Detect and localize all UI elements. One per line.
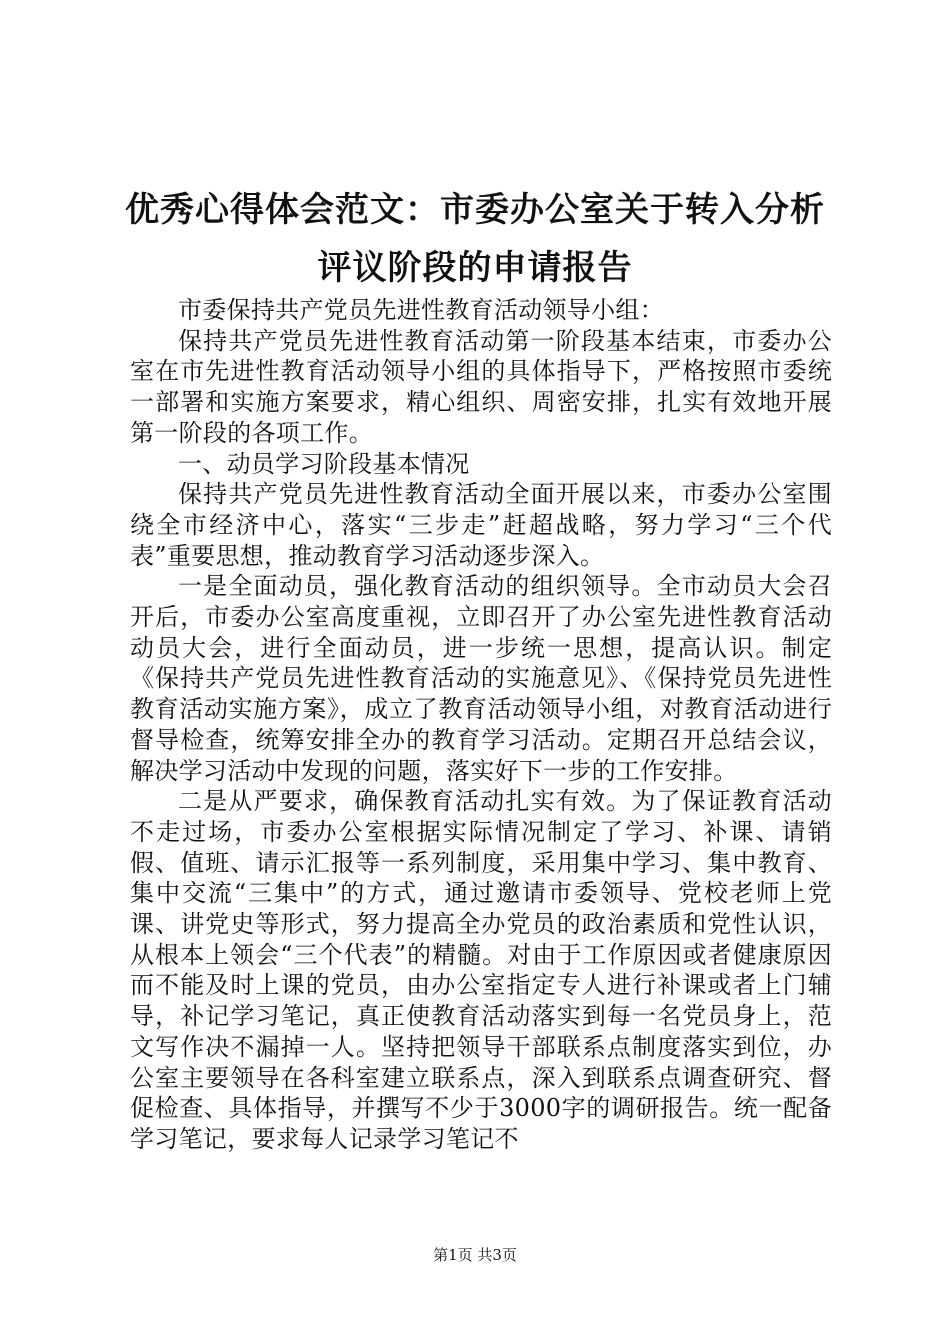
page-footer: 第1页 共3页 xyxy=(433,1246,517,1264)
document-title-line-1: 优秀心得体会范文：市委办公室关于转入分析 xyxy=(125,190,825,230)
body-paragraph: 保持共产党员先进性教育活动全面开展以来，市委办公室围绕全市经济中心，落实“三步走”赶超战略，努力学习“三个代表”重要思想，推动教育学习活动逐步深入。 xyxy=(130,480,832,570)
body-paragraph: 二是从严要求，确保教育活动扎实有效。为了保证教育活动不走过场，市委办公室根据实际情况制定了学习、补课、请销假、值班、请示汇报等一系列制度，采用集中学习、集中教育、集中交流“三集中”的方式，通过邀请市委领导、党校老师上党课、讲党史等形式，努力提高全办党员的政治素质和党性认识，从根本上领会“三个代表”的精髓。对由于工作原因或者健康原因而不能及时上课的党员，由办公室指定专人进行补课或者上门辅导，补记学习笔记，真正使教育活动落实到每一名党员身上，范文写作决不漏掉一人。坚持把领导干部联系点制度落实到位，办公室主要领导在各科室建立联系点，深入到联系点调查研究、督促检查、具体指导，并撰写不少于3000字的调研报告。统一配备学习笔记，要求每人记录学习笔记不 xyxy=(130,787,832,1153)
section-heading: 一、动员学习阶段基本情况 xyxy=(178,449,470,478)
salutation-paragraph: 市委保持共产党员先进性教育活动领导小组： xyxy=(178,296,664,324)
document-body xyxy=(130,295,832,1155)
document-title-line-2: 评议阶段的申请报告 xyxy=(317,248,633,288)
body-paragraph: 保持共产党员先进性教育活动第一阶段基本结束，市委办公室在市先进性教育活动领导小组的具体指导下，严格按照市委统一部署和实施方案要求，精心组织、周密安排，扎实有效地开展第一阶段的各项工作。 xyxy=(130,326,832,447)
body-paragraph: 一是全面动员，强化教育活动的组织领导。全市动员大会召开后，市委办公室高度重视，立即召开了办公室先进性教育活动动员大会，进行全面动员，进一步统一思想，提高认识。制定《保持共产党员先进性教育活动的实施意见》、《保持党员先进性教育活动实施方案》，成立了教育活动领导小组，对教育活动进行督导检查，统筹安排全办的教育学习活动。定期召开总结会议，解决学习活动中发现的问题，落实好下一步的工作安排。 xyxy=(130,572,832,785)
